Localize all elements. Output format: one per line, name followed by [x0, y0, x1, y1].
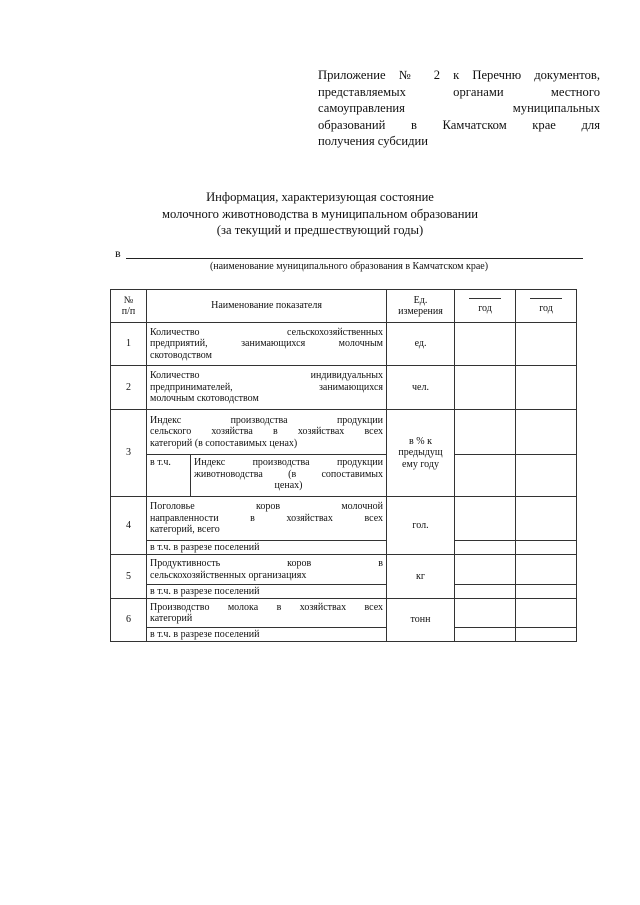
- value-cell: [516, 541, 577, 555]
- table-subrow: [111, 541, 577, 555]
- sub-indicator: Индекс производства продукции животноводства (в сопоставимых ценах): [191, 455, 387, 497]
- value-cell: [516, 585, 577, 599]
- row-unit: гол.: [387, 497, 455, 555]
- sub-indicator: в т.ч. в разрезе поселений: [147, 628, 387, 642]
- row-indicator: Продуктивность коров в сельскохозяйственных организациях: [147, 555, 387, 585]
- row-number: 5: [111, 555, 147, 599]
- row-unit: тонн: [387, 599, 455, 642]
- value-cell: [516, 555, 577, 585]
- header-indicator: Наименование показателя: [147, 290, 387, 323]
- row-indicator: Производство молока в хозяйствах всех категорий: [147, 599, 387, 628]
- row-number: 1: [111, 323, 147, 366]
- header-year-1: год: [455, 290, 516, 323]
- header-num: № п/п: [111, 290, 147, 323]
- table-row: [111, 410, 577, 455]
- row-unit: ед.: [387, 323, 455, 366]
- dairy-indicators-table: [110, 289, 577, 642]
- row-number: 4: [111, 497, 147, 555]
- value-cell: [455, 599, 516, 628]
- value-cell: [516, 366, 577, 410]
- row-number: 6: [111, 599, 147, 642]
- value-cell: [516, 628, 577, 642]
- header-unit: Ед. измерения: [387, 290, 455, 323]
- value-cell: [455, 541, 516, 555]
- value-cell: [455, 555, 516, 585]
- title-line: Информация, характеризующая состояние: [206, 190, 434, 204]
- table-row: [111, 366, 577, 410]
- value-cell: [455, 323, 516, 366]
- value-cell: [455, 366, 516, 410]
- row-unit: в % к предыдущ ему году: [387, 410, 455, 497]
- year-blank-line: [530, 298, 562, 299]
- including-label: в т.ч.: [147, 455, 191, 497]
- year-blank-line: [469, 298, 501, 299]
- sub-indicator: в т.ч. в разрезе поселений: [147, 585, 387, 599]
- header-year-2: год: [516, 290, 577, 323]
- document-title: [0, 189, 640, 239]
- appendix-line: Приложение № 2 к Перечню документов,: [318, 68, 600, 82]
- row-indicator: Поголовье коров молочной направленности в хозяйствах всех категорий, всего: [147, 497, 387, 541]
- table-header-row: [111, 290, 577, 323]
- value-cell: [455, 410, 516, 455]
- appendix-line: представляемых органами местного: [318, 84, 600, 99]
- row-unit: кг: [387, 555, 455, 599]
- municipality-prefix: в: [115, 246, 121, 260]
- appendix-line: самоуправления муниципальных: [318, 101, 600, 115]
- municipality-caption: (наименование муниципального образования в Камчатском крае): [209, 261, 489, 272]
- table-row: [111, 323, 577, 366]
- table-subrow: [111, 455, 577, 497]
- row-indicator: Индекс производства продукции сельского хозяйства в хозяйствах всех категорий (в сопоставимых ценах): [147, 410, 387, 455]
- row-indicator: Количество сельскохозяйственных предприятий, занимающихся молочным скотоводством: [147, 323, 387, 366]
- value-cell: [516, 497, 577, 541]
- appendix-note: [318, 67, 600, 150]
- row-unit: чел.: [387, 366, 455, 410]
- municipality-field: [115, 246, 583, 262]
- value-cell: [516, 455, 577, 497]
- table-row: [111, 497, 577, 541]
- table-subrow: [111, 628, 577, 642]
- value-cell: [455, 455, 516, 497]
- municipality-blank-line: [126, 258, 583, 259]
- value-cell: [455, 628, 516, 642]
- value-cell: [516, 599, 577, 628]
- appendix-line: образований в Камчатском крае для: [318, 117, 600, 132]
- table-row: [111, 599, 577, 628]
- appendix-line: получения субсидии: [318, 134, 428, 148]
- row-number: 2: [111, 366, 147, 410]
- value-cell: [455, 585, 516, 599]
- title-line: молочного животноводства в муниципальном образовании: [162, 206, 478, 221]
- table-row: [111, 555, 577, 585]
- sub-indicator: в т.ч. в разрезе поселений: [147, 541, 387, 555]
- value-cell: [455, 497, 516, 541]
- row-number: 3: [111, 410, 147, 497]
- row-indicator: Количество индивидуальных предпринимателей, занимающихся молочным скотоводством: [147, 366, 387, 410]
- value-cell: [516, 323, 577, 366]
- table-subrow: [111, 585, 577, 599]
- value-cell: [516, 410, 577, 455]
- title-line: (за текущий и предшествующий годы): [216, 223, 424, 237]
